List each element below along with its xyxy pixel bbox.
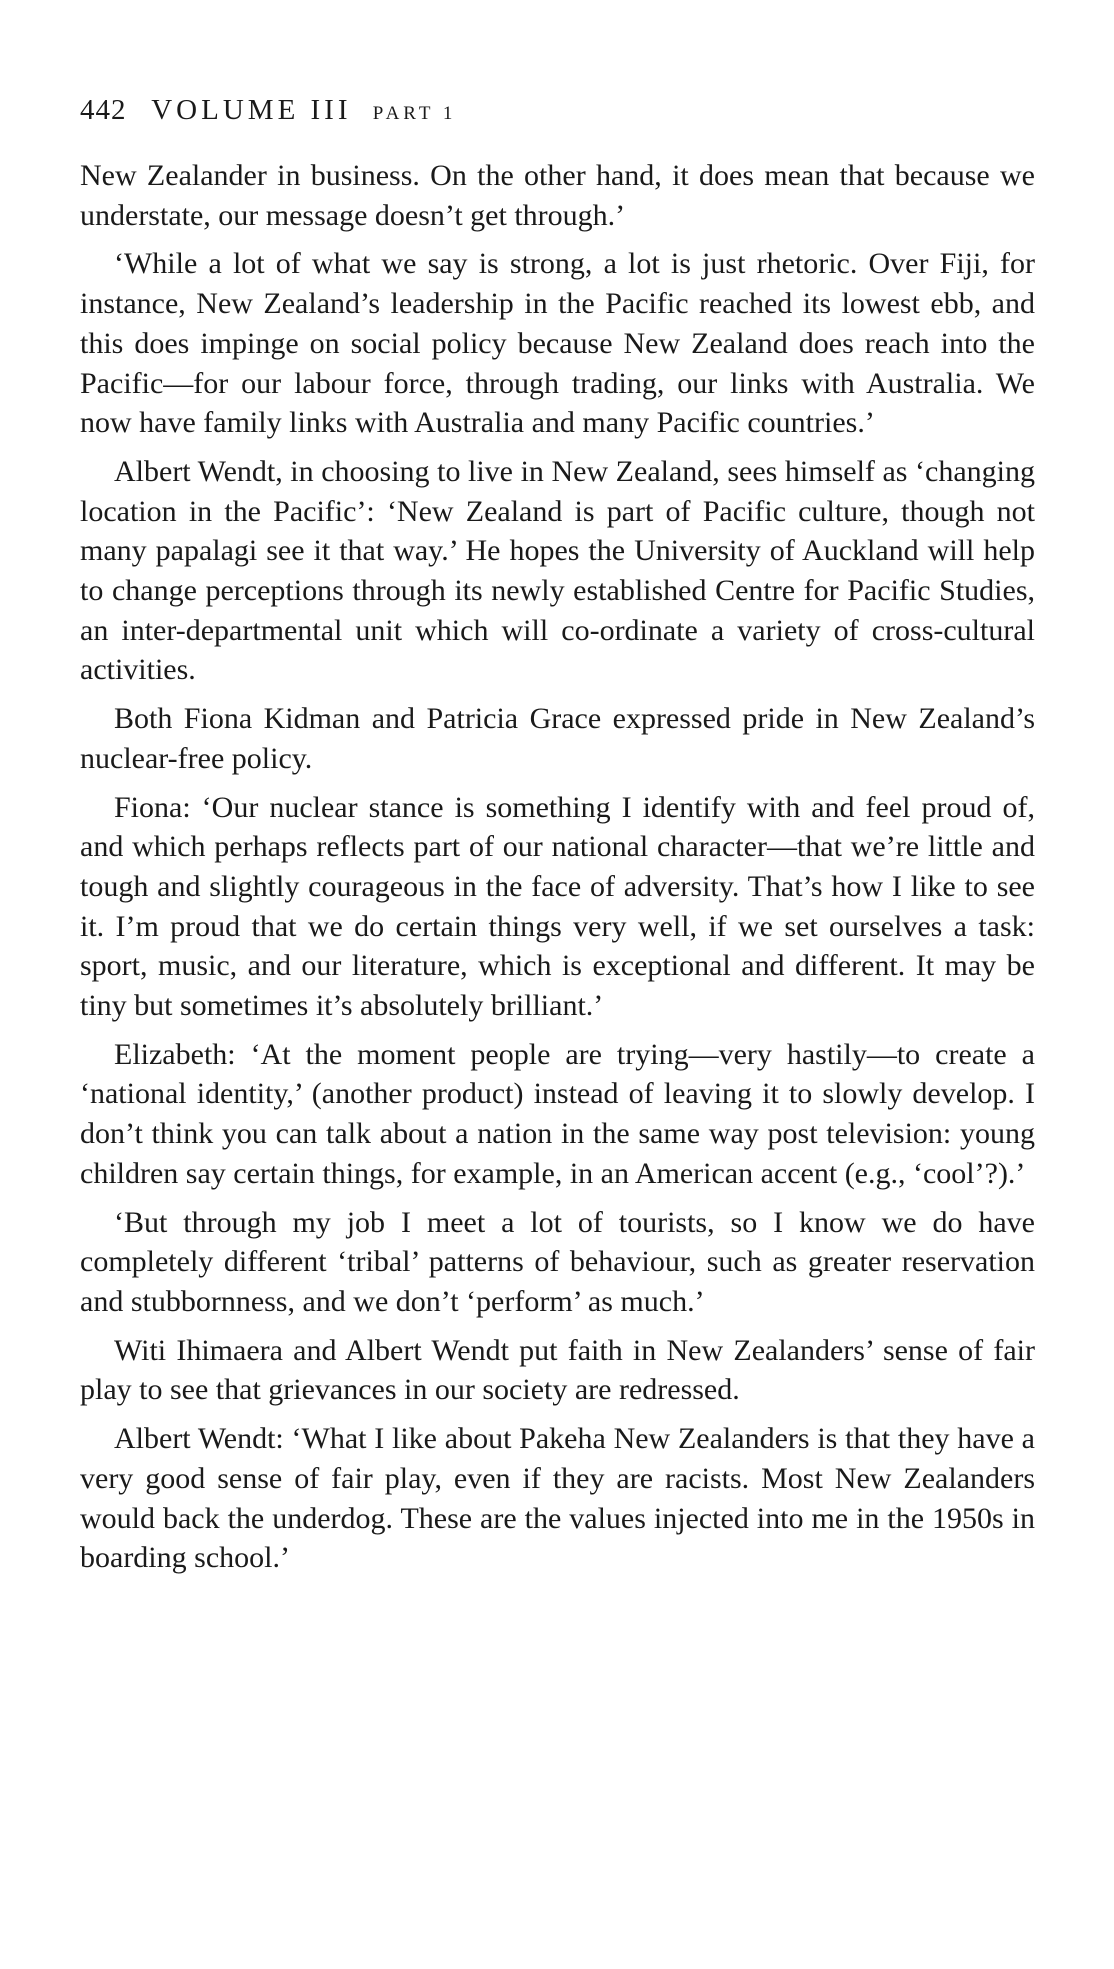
- paragraph: Albert Wendt: ‘What I like about Pakeha New Zealanders is that they have a very good sense of fair play, even if they are racists. Most New Zealanders would back the underdog. These are the values injected into me in the 1950s in boarding school.’: [80, 1422, 1035, 1575]
- paragraph: Elizabeth: ‘At the moment people are trying—very hastily—to create a ‘national identity,’ (another product) instead of leaving it to slowly develop. I don’t think you can talk about a nation in the same way post television: young children say certain things, for example, in an American accent (e.g., ‘cool’?).’: [80, 1037, 1035, 1190]
- paragraph: Both Fiona Kidman and Patricia Grace expressed pride in New Zealand’s nuclear-free policy.: [80, 702, 1035, 775]
- book-page: [80, 90, 1035, 1587]
- paragraph: Fiona: ‘Our nuclear stance is something I identify with and feel proud of, and which perhaps reflects part of our national character—that we’re little and tough and slightly courageous in the face of adversity. That’s how I like to see it. I’m proud that we do certain things very well, if we set ourselves a task: sport, music, and our literature, which is exceptional and different. It may be tiny but sometimes it’s absolutely brilliant.’: [80, 790, 1035, 1023]
- paragraph: Witi Ihimaera and Albert Wendt put faith in New Zealanders’ sense of fair play to see that grievances in our society are redressed.: [80, 1333, 1035, 1407]
- part-label: PART 1: [372, 103, 457, 124]
- body-text: [80, 156, 1035, 1578]
- page-number: 442: [80, 94, 127, 126]
- running-head: [80, 90, 1035, 134]
- paragraph: Albert Wendt, in choosing to live in New Zealand, sees himself as ‘changing location in the Pacific’: ‘New Zealand is part of Pacific culture, though not many papalagi see it that way.’ He hopes the University of Auckland will help to change perceptions through its newly established Centre for Pacific Studies, an inter-departmental unit which will co-ordinate a variety of cross-cultural activities.: [80, 454, 1035, 687]
- volume-label: VOLUME III: [151, 94, 352, 126]
- paragraph: ‘While a lot of what we say is strong, a lot is just rhetoric. Over Fiji, for instance, New Zealand’s leadership in the Pacific reached its lowest ebb, and this does impinge on social policy because New Zealand does reach into the Pacific—for our labour force, through trading, our links with Australia. We now have family links with Australia and many Pacific countries.’: [80, 247, 1035, 440]
- paragraph: ‘But through my job I meet a lot of tourists, so I know we do have completely different ‘tribal’ patterns of behaviour, such as greater reservation and stubbornness, and we don’t ‘perform’ as much.’: [80, 1205, 1035, 1318]
- paragraph-continued: New Zealander in business. On the other hand, it does mean that because we understate, our message doesn’t get through.’: [80, 159, 1035, 232]
